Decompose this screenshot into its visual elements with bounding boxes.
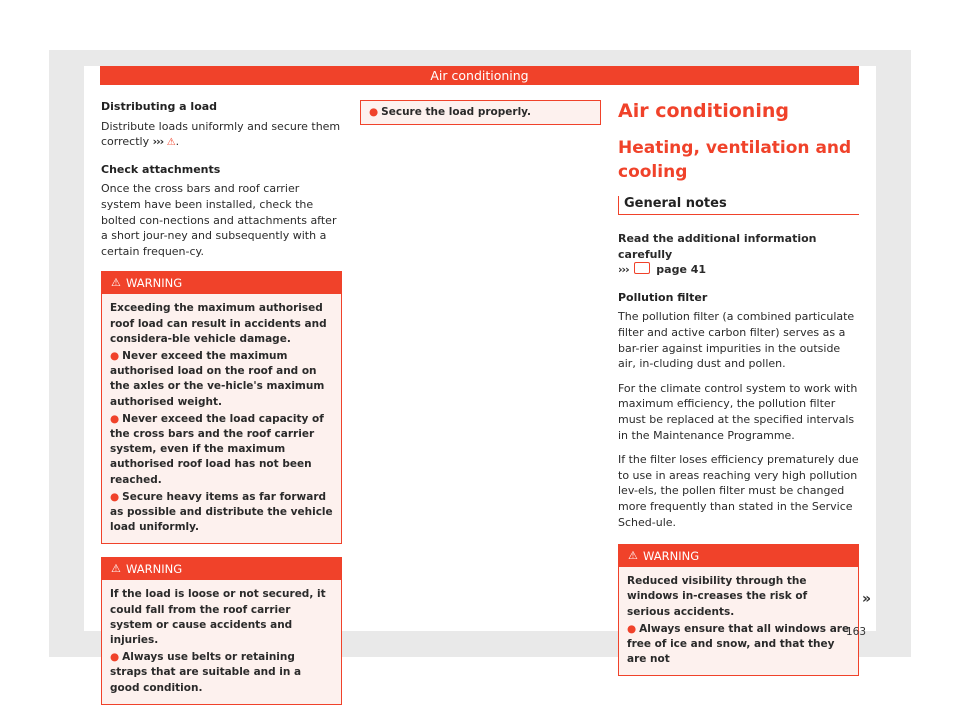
warning-icon: ⚠: [628, 549, 638, 563]
middle-column: [360, 100, 601, 125]
distributing-heading: Distributing a load: [101, 100, 218, 113]
check-paragraph: Once the cross bars and roof carrier system have been installed, check the bolted con-nections and attachments after a short jour-ney and subsequently with a certain frequen-cy.: [101, 182, 337, 258]
bullet-icon: ●: [627, 622, 637, 635]
bullet-icon: ●: [110, 490, 120, 503]
warning-body: [619, 567, 858, 675]
bullet-icon: ●: [110, 651, 120, 664]
warning-body: [102, 294, 341, 543]
filter-paragraph-1: The pollution filter (a combined particulate filter and active carbon filter) serves as a bar-rier against impurities in the outside air, in-cluding dust and pollen.: [618, 310, 855, 371]
warning-bullet: ● Always ensure that all windows are free of ice and snow, and that they are not: [627, 622, 850, 666]
warning-intro: Exceeding the maximum authorised roof load can result in accidents and considera-ble vehicle damage.: [110, 302, 327, 345]
warning-continuation-box: [360, 100, 601, 125]
section-title: Heating, ventilation and cooling: [618, 138, 852, 182]
book-icon: [634, 262, 650, 274]
filter-paragraph-3: If the filter loses efficiency prematurely due to use in areas reaching very high pollution lev-els, the pollen filter must be changed more frequently than stated in the Service Sched-ule.: [618, 453, 859, 529]
bullet-icon: ●: [110, 349, 120, 362]
warning-icon: ⚠: [111, 562, 121, 576]
page-number: 163: [846, 626, 867, 638]
warning-box-visibility: [618, 544, 859, 676]
warning-intro: Reduced visibility through the windows in-creases the risk of serious accidents.: [627, 575, 808, 618]
ref-chevrons[interactable]: ›››: [618, 263, 629, 277]
page-header: Air conditioning: [100, 66, 859, 85]
filter-heading: Pollution filter: [618, 290, 708, 304]
right-column: [618, 100, 859, 676]
warning-body: [102, 580, 341, 703]
warning-icon: ⚠: [166, 137, 176, 149]
warning-bullet: ● Never exceed the maximum authorised load on the roof and on the axles or the ve-hicle's maximum authorised weight.: [110, 349, 325, 408]
bullet-icon: ●: [369, 106, 379, 118]
read-note: Read the additional information carefully ››› page 41: [618, 232, 817, 277]
continue-marker: »: [862, 591, 872, 607]
ref-chevrons[interactable]: ›››: [152, 135, 164, 149]
warning-header: ⚠ WARNING: [102, 272, 341, 294]
warning-icon: ⚠: [111, 276, 121, 290]
warning-header: ⚠ WARNING: [619, 545, 858, 567]
subsection-title: General notes: [618, 196, 859, 215]
warning-bullet: ● Secure heavy items as far forward as possible and distribute the vehicle load uniformly.: [110, 490, 333, 534]
warning-box-secure: [101, 557, 342, 704]
warning-box-load: [101, 271, 342, 544]
warning-bullet: ● Always use belts or retaining straps that are suitable and in a good condition.: [110, 651, 302, 694]
chapter-title: Air conditioning: [618, 100, 789, 122]
page-ref-link[interactable]: page 41: [656, 263, 707, 277]
check-heading: Check attachments: [101, 162, 221, 176]
filter-paragraph-2: For the climate control system to work with maximum efficiency, the pollution filter must be replaced at the specified intervals in the Maintenance Programme.: [618, 381, 858, 442]
distributing-paragraph: Distribute loads uniformly and secure them correctly ››› ⚠.: [101, 119, 341, 149]
bullet-icon: ●: [110, 412, 120, 425]
left-column: [101, 99, 342, 705]
secure-load-bullet: Secure the load properly.: [381, 106, 532, 118]
warning-header: ⚠ WARNING: [102, 558, 341, 580]
warning-bullet: ● Never exceed the load capacity of the cross bars and the roof carrier system, even if the maximum authorised roof load has not been reached.: [110, 412, 324, 486]
warning-intro: If the load is loose or not secured, it could fall from the roof carrier system or cause accidents and injuries.: [110, 588, 326, 646]
